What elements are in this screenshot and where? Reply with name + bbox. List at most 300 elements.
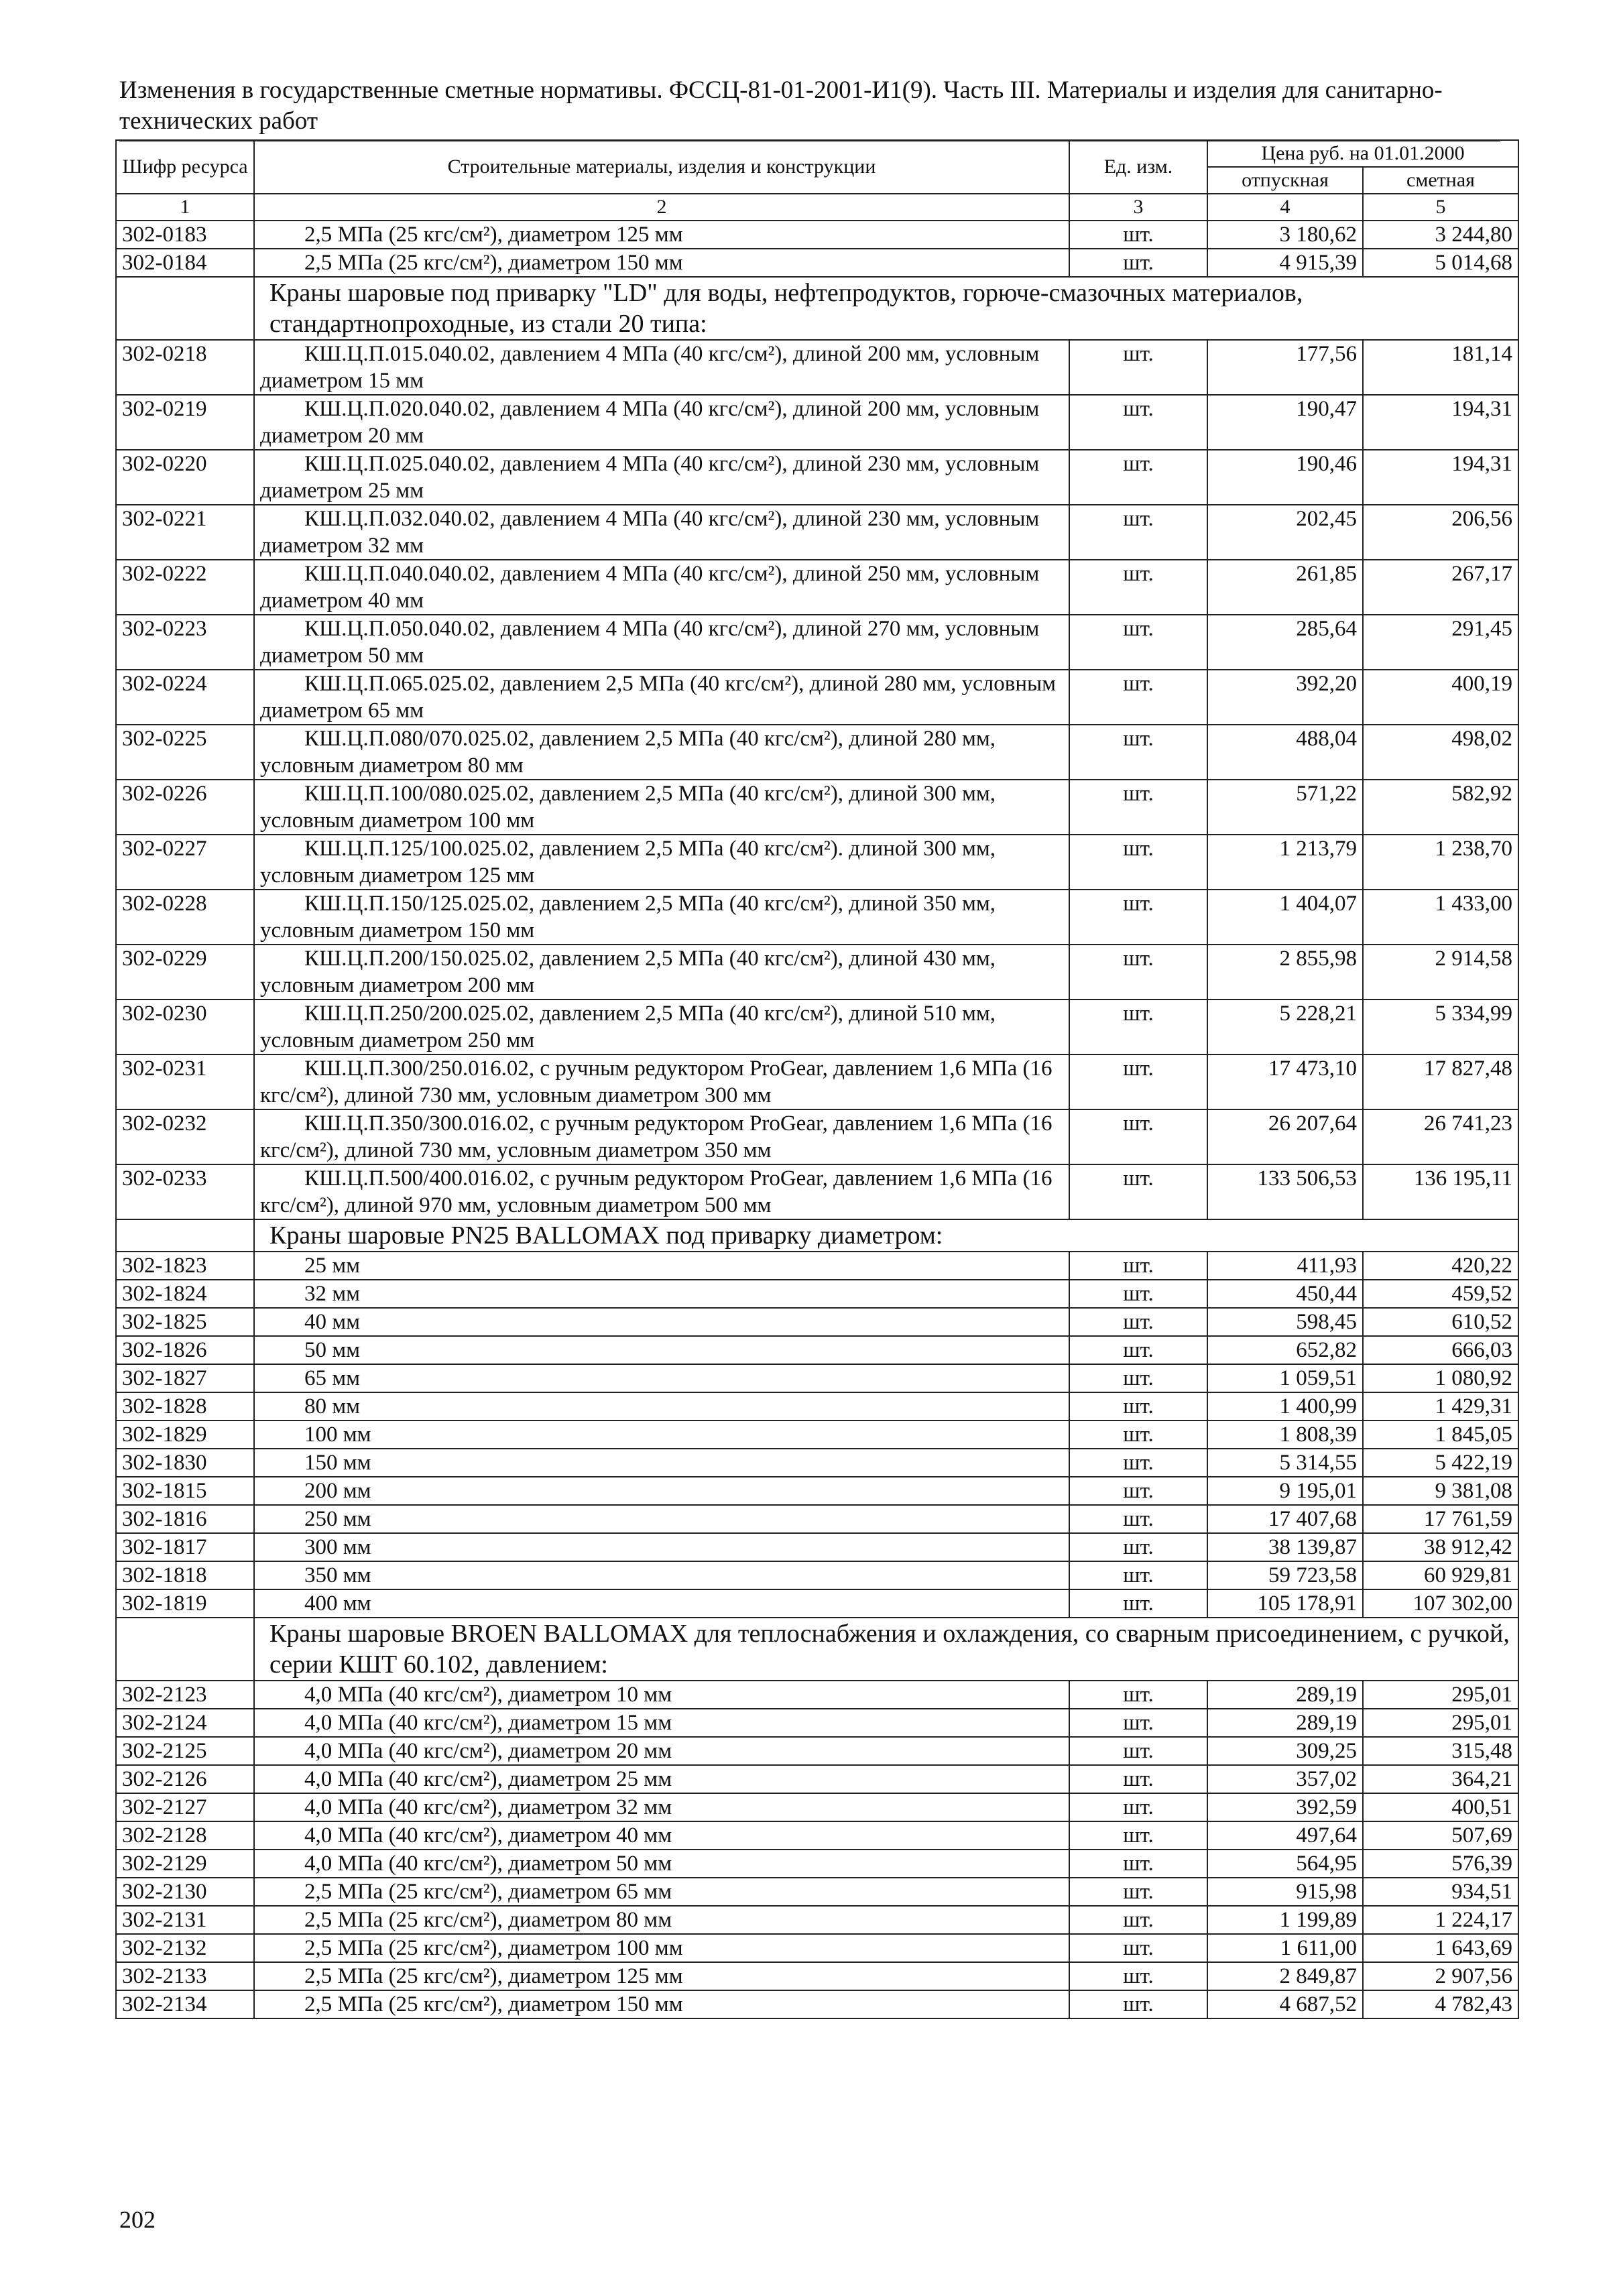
item-name: 200 мм — [304, 1479, 371, 1503]
unit-of-measure: шт. — [1069, 560, 1207, 615]
unit-of-measure: шт. — [1069, 1280, 1207, 1308]
wholesale-price: 59 723,58 — [1207, 1561, 1363, 1589]
item-description — [254, 670, 1069, 725]
estimate-price: 5 014,68 — [1363, 249, 1518, 277]
table-row — [116, 505, 1518, 560]
wholesale-price: 392,59 — [1207, 1793, 1363, 1821]
wholesale-price: 450,44 — [1207, 1280, 1363, 1308]
unit-of-measure: шт. — [1069, 670, 1207, 725]
item-name: КШ.Ц.П.025.040.02, давлением 4 МПа (40 кгс/см²), длиной 230 мм, условным диаметром 25 мм — [260, 452, 1040, 503]
unit-of-measure: шт. — [1069, 1737, 1207, 1765]
unit-of-measure: шт. — [1069, 1821, 1207, 1850]
estimate-price: 4 782,43 — [1363, 1990, 1518, 2018]
table-row — [116, 1709, 1518, 1737]
estimate-price: 1 238,70 — [1363, 835, 1518, 890]
wholesale-price: 177,56 — [1207, 340, 1363, 395]
resource-code: 302-0218 — [116, 340, 254, 395]
table-row — [116, 1000, 1518, 1054]
table-row — [116, 1962, 1518, 1990]
resource-code: 302-2123 — [116, 1681, 254, 1709]
table-row — [116, 725, 1518, 780]
resource-code: 302-2133 — [116, 1962, 254, 1990]
resource-code: 302-1816 — [116, 1505, 254, 1533]
resource-code: 302-1819 — [116, 1589, 254, 1618]
item-description — [254, 1505, 1069, 1533]
table-body — [116, 221, 1518, 2018]
resource-code: 302-0229 — [116, 945, 254, 1000]
unit-of-measure: шт. — [1069, 725, 1207, 780]
table-row — [116, 249, 1518, 277]
estimate-price: 315,48 — [1363, 1737, 1518, 1765]
wholesale-price: 411,93 — [1207, 1252, 1363, 1280]
estimate-price: 5 422,19 — [1363, 1449, 1518, 1477]
item-description — [254, 1449, 1069, 1477]
item-name: КШ.Ц.П.080/070.025.02, давлением 2,5 МПа (40 кгс/см²), длиной 280 мм, условным диаметром 80 мм — [260, 727, 996, 778]
item-description — [254, 1934, 1069, 1962]
item-description — [254, 890, 1069, 945]
item-description — [254, 615, 1069, 670]
resource-code: 302-1824 — [116, 1280, 254, 1308]
estimate-price: 17 761,59 — [1363, 1505, 1518, 1533]
table-row — [116, 450, 1518, 505]
table-row — [116, 1533, 1518, 1561]
wholesale-price: 1 611,00 — [1207, 1934, 1363, 1962]
item-name: 2,5 МПа (25 кгс/см²), диаметром 65 мм — [304, 1880, 672, 1904]
column-header-price: Цена руб. на 01.01.2000 — [1207, 140, 1518, 167]
wholesale-price: 564,95 — [1207, 1850, 1363, 1878]
unit-of-measure: шт. — [1069, 1164, 1207, 1219]
item-description — [254, 1392, 1069, 1421]
estimate-price: 1 224,17 — [1363, 1906, 1518, 1934]
item-description — [254, 1589, 1069, 1618]
wholesale-price: 652,82 — [1207, 1336, 1363, 1364]
estimate-price: 107 302,00 — [1363, 1589, 1518, 1618]
table-row — [116, 1561, 1518, 1589]
table-row — [116, 1821, 1518, 1850]
estimate-price: 5 334,99 — [1363, 1000, 1518, 1054]
estimate-price: 38 912,42 — [1363, 1533, 1518, 1561]
resource-code: 302-0222 — [116, 560, 254, 615]
table-row — [116, 1109, 1518, 1164]
table-row — [116, 1364, 1518, 1392]
wholesale-price: 289,19 — [1207, 1709, 1363, 1737]
estimate-price: 459,52 — [1363, 1280, 1518, 1308]
column-number: 2 — [254, 194, 1069, 221]
item-description — [254, 1990, 1069, 2018]
wholesale-price: 598,45 — [1207, 1308, 1363, 1336]
wholesale-price: 5 314,55 — [1207, 1449, 1363, 1477]
resource-code: 302-1826 — [116, 1336, 254, 1364]
table-header — [116, 140, 1518, 221]
wholesale-price: 488,04 — [1207, 725, 1363, 780]
table-row — [116, 1793, 1518, 1821]
wholesale-price: 1 059,51 — [1207, 1364, 1363, 1392]
unit-of-measure: шт. — [1069, 1765, 1207, 1793]
table-row — [116, 1054, 1518, 1109]
item-description — [254, 249, 1069, 277]
resource-code: 302-0220 — [116, 450, 254, 505]
unit-of-measure: шт. — [1069, 1477, 1207, 1505]
wholesale-price: 17 407,68 — [1207, 1505, 1363, 1533]
wholesale-price: 26 207,64 — [1207, 1109, 1363, 1164]
table-row — [116, 340, 1518, 395]
estimate-price: 295,01 — [1363, 1681, 1518, 1709]
resource-code: 302-2131 — [116, 1906, 254, 1934]
column-header-unit: Ед. изм. — [1069, 140, 1207, 194]
item-name: 2,5 МПа (25 кгс/см²), диаметром 150 мм — [304, 1992, 683, 2016]
item-description — [254, 221, 1069, 249]
resource-code: 302-0230 — [116, 1000, 254, 1054]
unit-of-measure: шт. — [1069, 1962, 1207, 1990]
unit-of-measure: шт. — [1069, 340, 1207, 395]
resource-code: 302-0232 — [116, 1109, 254, 1164]
document-title: Изменения в государственные сметные нормативы. ФССЦ-81-01-2001-И1(9). Часть III. Материалы и изделия для санитарно-технических работ — [119, 76, 1443, 135]
wholesale-price: 1 400,99 — [1207, 1392, 1363, 1421]
item-name: 300 мм — [304, 1535, 371, 1559]
estimate-price: 400,19 — [1363, 670, 1518, 725]
unit-of-measure: шт. — [1069, 1054, 1207, 1109]
item-name: КШ.Ц.П.032.040.02, давлением 4 МПа (40 кгс/см²), длиной 230 мм, условным диаметром 32 мм — [260, 507, 1040, 558]
wholesale-price: 289,19 — [1207, 1681, 1363, 1709]
table-row — [116, 1589, 1518, 1618]
item-description — [254, 1477, 1069, 1505]
estimate-price: 576,39 — [1363, 1850, 1518, 1878]
item-name: 2,5 МПа (25 кгс/см²), диаметром 150 мм — [304, 251, 683, 275]
resource-code: 302-0231 — [116, 1054, 254, 1109]
item-name: 4,0 МПа (40 кгс/см²), диаметром 50 мм — [304, 1852, 672, 1876]
page-number: 202 — [119, 2206, 156, 2233]
unit-of-measure: шт. — [1069, 1336, 1207, 1364]
estimate-price: 181,14 — [1363, 340, 1518, 395]
wholesale-price: 5 228,21 — [1207, 1000, 1363, 1054]
item-description — [254, 1280, 1069, 1308]
wholesale-price: 357,02 — [1207, 1765, 1363, 1793]
estimate-price: 295,01 — [1363, 1709, 1518, 1737]
resource-code: 302-0233 — [116, 1164, 254, 1219]
item-name: КШ.Ц.П.150/125.025.02, давлением 2,5 МПа (40 кгс/см²), длиной 350 мм, условным диаметром 150 мм — [260, 892, 996, 943]
estimate-price: 420,22 — [1363, 1252, 1518, 1280]
item-description — [254, 1364, 1069, 1392]
unit-of-measure: шт. — [1069, 1533, 1207, 1561]
item-name: КШ.Ц.П.040.040.02, давлением 4 МПа (40 кгс/см²), длиной 250 мм, условным диаметром 40 мм — [260, 562, 1040, 613]
item-name: 32 мм — [304, 1282, 361, 1306]
table-row — [116, 1850, 1518, 1878]
section-title: Краны шаровые под приварку "LD" для воды, нефтепродуктов, горюче-смазочных материалов, стандартнопроходные, из стали 20 типа: — [254, 277, 1518, 340]
wholesale-price: 2 849,87 — [1207, 1962, 1363, 1990]
item-description — [254, 1681, 1069, 1709]
item-name: 4,0 МПа (40 кгс/см²), диаметром 20 мм — [304, 1739, 672, 1763]
table-row — [116, 615, 1518, 670]
table-row — [116, 395, 1518, 450]
item-name: КШ.Ц.П.125/100.025.02, давлением 2,5 МПа (40 кгс/см²). длиной 300 мм, условным диаметром 125 мм — [260, 837, 996, 888]
column-number: 3 — [1069, 194, 1207, 221]
unit-of-measure: шт. — [1069, 505, 1207, 560]
resource-code: 302-0183 — [116, 221, 254, 249]
resource-code: 302-2126 — [116, 1765, 254, 1793]
estimate-price: 498,02 — [1363, 725, 1518, 780]
resource-code: 302-1818 — [116, 1561, 254, 1589]
item-name: КШ.Ц.П.050.040.02, давлением 4 МПа (40 кгс/см²), длиной 270 мм, условным диаметром 50 мм — [260, 617, 1040, 668]
unit-of-measure: шт. — [1069, 890, 1207, 945]
estimate-price: 9 381,08 — [1363, 1477, 1518, 1505]
wholesale-price: 4 687,52 — [1207, 1990, 1363, 2018]
section-header-row — [116, 1219, 1518, 1252]
estimate-price: 26 741,23 — [1363, 1109, 1518, 1164]
unit-of-measure: шт. — [1069, 1308, 1207, 1336]
resource-code: 302-1828 — [116, 1392, 254, 1421]
estimate-price: 17 827,48 — [1363, 1054, 1518, 1109]
wholesale-price: 1 404,07 — [1207, 890, 1363, 945]
item-description — [254, 945, 1069, 1000]
resource-code: 302-1827 — [116, 1364, 254, 1392]
table-row — [116, 1878, 1518, 1906]
page-header — [119, 75, 1500, 137]
item-name: 25 мм — [304, 1254, 361, 1278]
item-description — [254, 1252, 1069, 1280]
estimate-price: 194,31 — [1363, 395, 1518, 450]
unit-of-measure: шт. — [1069, 1709, 1207, 1737]
estimate-price: 206,56 — [1363, 505, 1518, 560]
table-row — [116, 1906, 1518, 1934]
item-name: КШ.Ц.П.065.025.02, давлением 2,5 МПа (40 кгс/см²), длиной 280 мм, условным диаметром 65 мм — [260, 672, 1057, 723]
unit-of-measure: шт. — [1069, 1000, 1207, 1054]
item-name: 400 мм — [304, 1591, 371, 1616]
column-header-estimate: сметная — [1363, 167, 1518, 194]
estimate-price: 1 433,00 — [1363, 890, 1518, 945]
resource-code: 302-0184 — [116, 249, 254, 277]
unit-of-measure: шт. — [1069, 1421, 1207, 1449]
column-number: 1 — [116, 194, 254, 221]
table-row — [116, 1737, 1518, 1765]
wholesale-price: 1 808,39 — [1207, 1421, 1363, 1449]
estimate-price: 1 429,31 — [1363, 1392, 1518, 1421]
column-header-code: Шифр ресурса — [116, 140, 254, 194]
table-row — [116, 1421, 1518, 1449]
wholesale-price: 133 506,53 — [1207, 1164, 1363, 1219]
section-header-row — [116, 277, 1518, 340]
item-description — [254, 450, 1069, 505]
wholesale-price: 17 473,10 — [1207, 1054, 1363, 1109]
item-name: 40 мм — [304, 1310, 361, 1334]
wholesale-price: 2 855,98 — [1207, 945, 1363, 1000]
estimate-price: 1 080,92 — [1363, 1364, 1518, 1392]
resource-code: 302-1830 — [116, 1449, 254, 1477]
item-name: КШ.Ц.П.500/400.016.02, с ручным редуктором ProGear, давлением 1,6 МПа (16 кгс/см²), длиной 970 мм, условным диаметром 500 мм — [260, 1166, 1053, 1217]
wholesale-price: 392,20 — [1207, 670, 1363, 725]
estimate-price: 610,52 — [1363, 1308, 1518, 1336]
unit-of-measure: шт. — [1069, 1561, 1207, 1589]
estimate-price: 136 195,11 — [1363, 1164, 1518, 1219]
item-description — [254, 780, 1069, 835]
resource-code: 302-2128 — [116, 1821, 254, 1850]
item-name: КШ.Ц.П.020.040.02, давлением 4 МПа (40 кгс/см²), длиной 200 мм, условным диаметром 20 мм — [260, 397, 1040, 448]
unit-of-measure: шт. — [1069, 1109, 1207, 1164]
unit-of-measure: шт. — [1069, 615, 1207, 670]
resource-code: 302-1817 — [116, 1533, 254, 1561]
wholesale-price: 497,64 — [1207, 1821, 1363, 1850]
unit-of-measure: шт. — [1069, 780, 1207, 835]
estimate-price: 60 929,81 — [1363, 1561, 1518, 1589]
item-name: 150 мм — [304, 1451, 371, 1475]
item-name: 4,0 МПа (40 кгс/см²), диаметром 10 мм — [304, 1683, 672, 1707]
unit-of-measure: шт. — [1069, 395, 1207, 450]
item-description — [254, 1336, 1069, 1364]
unit-of-measure: шт. — [1069, 1793, 1207, 1821]
table-row — [116, 1449, 1518, 1477]
item-name: 2,5 МПа (25 кгс/см²), диаметром 125 мм — [304, 1964, 683, 1988]
item-description — [254, 1765, 1069, 1793]
resource-code: 302-2127 — [116, 1793, 254, 1821]
item-name: КШ.Ц.П.300/250.016.02, с ручным редуктором ProGear, давлением 1,6 МПа (16 кгс/см²), длиной 730 мм, условным диаметром 300 мм — [260, 1056, 1053, 1107]
estimate-price: 582,92 — [1363, 780, 1518, 835]
table-row — [116, 1477, 1518, 1505]
unit-of-measure: шт. — [1069, 1906, 1207, 1934]
item-description — [254, 340, 1069, 395]
column-header-name: Строительные материалы, изделия и конструкции — [254, 140, 1069, 194]
unit-of-measure: шт. — [1069, 1392, 1207, 1421]
table-row — [116, 1252, 1518, 1280]
section-code-cell — [116, 277, 254, 340]
wholesale-price: 38 139,87 — [1207, 1533, 1363, 1561]
unit-of-measure: шт. — [1069, 1850, 1207, 1878]
table-row — [116, 1505, 1518, 1533]
estimate-price: 1 643,69 — [1363, 1934, 1518, 1962]
unit-of-measure: шт. — [1069, 1252, 1207, 1280]
item-name: КШ.Ц.П.350/300.016.02, с ручным редуктором ProGear, давлением 1,6 МПа (16 кгс/см²), длиной 730 мм, условным диаметром 350 мм — [260, 1111, 1053, 1162]
unit-of-measure: шт. — [1069, 1449, 1207, 1477]
resource-code: 302-2132 — [116, 1934, 254, 1962]
wholesale-price: 285,64 — [1207, 615, 1363, 670]
table-row — [116, 1990, 1518, 2018]
item-description — [254, 725, 1069, 780]
item-description — [254, 1737, 1069, 1765]
resource-code: 302-0228 — [116, 890, 254, 945]
estimate-price: 2 907,56 — [1363, 1962, 1518, 1990]
wholesale-price: 4 915,39 — [1207, 249, 1363, 277]
item-name: 4,0 МПа (40 кгс/см²), диаметром 32 мм — [304, 1795, 672, 1819]
unit-of-measure: шт. — [1069, 945, 1207, 1000]
table-row — [116, 1765, 1518, 1793]
estimate-price: 400,51 — [1363, 1793, 1518, 1821]
wholesale-price: 915,98 — [1207, 1878, 1363, 1906]
estimate-price: 1 845,05 — [1363, 1421, 1518, 1449]
unit-of-measure: шт. — [1069, 1681, 1207, 1709]
unit-of-measure: шт. — [1069, 1990, 1207, 2018]
wholesale-price: 309,25 — [1207, 1737, 1363, 1765]
item-description — [254, 1821, 1069, 1850]
wholesale-price: 1 213,79 — [1207, 835, 1363, 890]
table-row — [116, 670, 1518, 725]
item-description — [254, 1421, 1069, 1449]
wholesale-price: 202,45 — [1207, 505, 1363, 560]
item-name: 4,0 МПа (40 кгс/см²), диаметром 25 мм — [304, 1767, 672, 1791]
wholesale-price: 3 180,62 — [1207, 221, 1363, 249]
resource-code: 302-2125 — [116, 1737, 254, 1765]
resource-code: 302-2124 — [116, 1709, 254, 1737]
unit-of-measure: шт. — [1069, 249, 1207, 277]
estimate-price: 934,51 — [1363, 1878, 1518, 1906]
section-code-cell — [116, 1219, 254, 1252]
unit-of-measure: шт. — [1069, 1589, 1207, 1618]
estimate-price: 194,31 — [1363, 450, 1518, 505]
item-name: 80 мм — [304, 1394, 361, 1418]
item-description — [254, 560, 1069, 615]
item-name: 65 мм — [304, 1366, 361, 1390]
item-name: 2,5 МПа (25 кгс/см²), диаметром 100 мм — [304, 1936, 683, 1960]
item-description — [254, 1962, 1069, 1990]
column-number: 4 — [1207, 194, 1363, 221]
resource-code: 302-0227 — [116, 835, 254, 890]
estimate-price: 507,69 — [1363, 1821, 1518, 1850]
estimate-price: 364,21 — [1363, 1765, 1518, 1793]
column-header-wholesale: отпускная — [1207, 167, 1363, 194]
item-description — [254, 1906, 1069, 1934]
resource-code: 302-2134 — [116, 1990, 254, 2018]
section-title: Краны шаровые PN25 BALLOMAX под приварку диаметром: — [254, 1219, 1518, 1252]
item-name: 2,5 МПа (25 кгс/см²), диаметром 125 мм — [304, 223, 683, 247]
item-name: 100 мм — [304, 1423, 371, 1447]
section-title: Краны шаровые BROEN BALLOMAX для теплоснабжения и охлаждения, со сварным присоединением, с ручкой, серии КШТ 60.102, давлением: — [254, 1618, 1518, 1681]
unit-of-measure: шт. — [1069, 1934, 1207, 1962]
item-description — [254, 1709, 1069, 1737]
item-name: 50 мм — [304, 1338, 361, 1362]
wholesale-price: 261,85 — [1207, 560, 1363, 615]
item-description — [254, 1793, 1069, 1821]
resource-code: 302-2130 — [116, 1878, 254, 1906]
estimate-price: 291,45 — [1363, 615, 1518, 670]
unit-of-measure: шт. — [1069, 1364, 1207, 1392]
item-description — [254, 1109, 1069, 1164]
table-row — [116, 890, 1518, 945]
estimate-price: 267,17 — [1363, 560, 1518, 615]
item-description — [254, 1164, 1069, 1219]
unit-of-measure: шт. — [1069, 1505, 1207, 1533]
table-row — [116, 945, 1518, 1000]
item-name: КШ.Ц.П.100/080.025.02, давлением 2,5 МПа (40 кгс/см²), длиной 300 мм, условным диаметром 100 мм — [260, 782, 996, 833]
table-row — [116, 560, 1518, 615]
table-row — [116, 1392, 1518, 1421]
wholesale-price: 190,46 — [1207, 450, 1363, 505]
resource-code: 302-1829 — [116, 1421, 254, 1449]
item-description — [254, 1878, 1069, 1906]
item-name: 4,0 МПа (40 кгс/см²), диаметром 15 мм — [304, 1711, 672, 1735]
estimate-price: 666,03 — [1363, 1336, 1518, 1364]
item-name: 350 мм — [304, 1563, 371, 1587]
item-description — [254, 1054, 1069, 1109]
resource-code: 302-2129 — [116, 1850, 254, 1878]
resource-code: 302-0223 — [116, 615, 254, 670]
table-row — [116, 1681, 1518, 1709]
section-header-row — [116, 1618, 1518, 1681]
wholesale-price: 1 199,89 — [1207, 1906, 1363, 1934]
item-description — [254, 1561, 1069, 1589]
table-row — [116, 1308, 1518, 1336]
item-name: 2,5 МПа (25 кгс/см²), диаметром 80 мм — [304, 1908, 672, 1932]
wholesale-price: 9 195,01 — [1207, 1477, 1363, 1505]
wholesale-price: 105 178,91 — [1207, 1589, 1363, 1618]
table-row — [116, 835, 1518, 890]
resource-code: 302-1823 — [116, 1252, 254, 1280]
table-row — [116, 1280, 1518, 1308]
unit-of-measure: шт. — [1069, 835, 1207, 890]
wholesale-price: 571,22 — [1207, 780, 1363, 835]
item-description — [254, 1000, 1069, 1054]
estimate-price: 2 914,58 — [1363, 945, 1518, 1000]
table-row — [116, 221, 1518, 249]
price-table — [115, 139, 1519, 2019]
item-description — [254, 395, 1069, 450]
resource-code: 302-0225 — [116, 725, 254, 780]
